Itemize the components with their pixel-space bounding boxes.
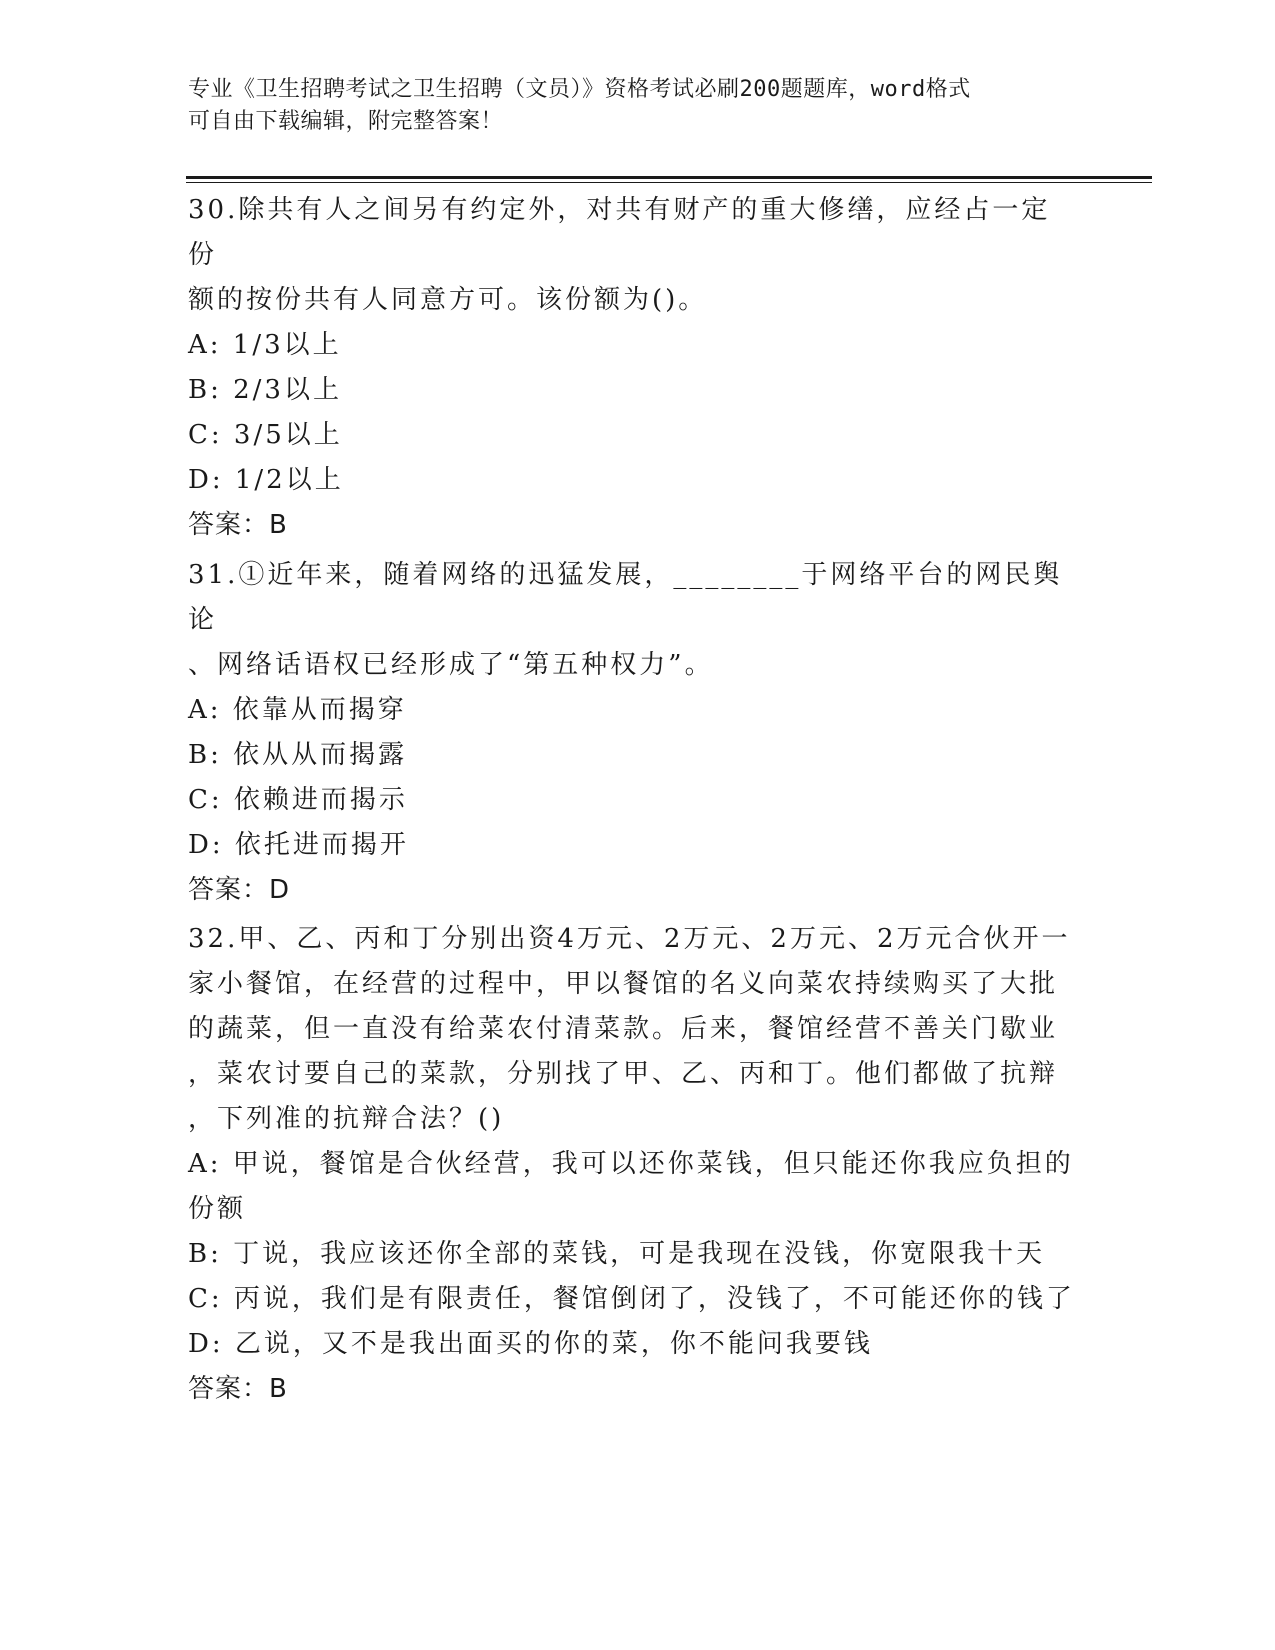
option-c: C: 3/5以上 (188, 420, 343, 450)
question-stem-line: 额的按份共有人同意方可。该份额为()。 (188, 285, 708, 315)
option-d: D: 乙说，又不是我出面买的你的菜，你不能问我要钱 (188, 1329, 873, 1359)
option-b: B: 2/3以上 (188, 375, 342, 405)
option-d: D: 1/2以上 (188, 465, 344, 495)
option-d: D: 依托进而揭开 (188, 830, 409, 860)
question-32 (188, 917, 1078, 1412)
question-stem-line: 的蔬菜，但一直没有给菜农付清菜款。后来，餐馆经营不善关门歇业 (188, 1014, 1059, 1044)
option-a: A: 依靠从而揭穿 (188, 695, 407, 725)
answer-text: 答案：D (188, 875, 291, 905)
question-30 (188, 188, 1078, 548)
option-a: A: 1/3以上 (188, 330, 342, 360)
question-stem-line: 32.甲、乙、丙和丁分别出资4万元、2万元、2万元、2万元合伙开一 (188, 924, 1071, 954)
question-31 (188, 553, 1078, 913)
header-divider-thin (186, 182, 1152, 183)
document-header (188, 74, 1068, 138)
option-b: B: 依从从而揭露 (188, 740, 408, 770)
answer-text: 答案：B (188, 510, 288, 540)
option-b: B: 丁说，我应该还你全部的菜钱，可是我现在没钱，你宽限我十天 (188, 1239, 1046, 1269)
option-c: C: 丙说，我们是有限责任，餐馆倒闭了，没钱了，不可能还你的钱了 (188, 1284, 1075, 1314)
option-c: C: 依赖进而揭示 (188, 785, 408, 815)
question-stem-line: 家小餐馆，在经营的过程中，甲以餐馆的名义向菜农持续购买了大批 (188, 969, 1059, 999)
question-stem-line: 31.①近年来，随着网络的迅猛发展，________于网络平台的网民舆论 (188, 560, 1063, 635)
option-a: A: 甲说，餐馆是合伙经营，我可以还你菜钱，但只能还你我应负担的 (188, 1149, 1074, 1179)
question-stem-line: ，菜农讨要自己的菜款，分别找了甲、乙、丙和丁。他们都做了抗辩 (188, 1059, 1059, 1089)
header-line: 专业《卫生招聘考试之卫生招聘（文员）》资格考试必刷200题题库，word格式 (188, 77, 971, 102)
option-a-continued: 份额 (188, 1194, 247, 1224)
header-line: 可自由下载编辑，附完整答案！ (188, 109, 504, 134)
question-stem-line: ，下列准的抗辩合法？() (188, 1104, 505, 1134)
answer-text: 答案：B (188, 1374, 288, 1404)
question-stem-line: 、网络话语权已经形成了“第五种权力”。 (188, 650, 714, 680)
question-stem-line: 30.除共有人之间另有约定外，对共有财产的重大修缮，应经占一定份 (188, 195, 1051, 270)
header-divider (186, 176, 1152, 179)
